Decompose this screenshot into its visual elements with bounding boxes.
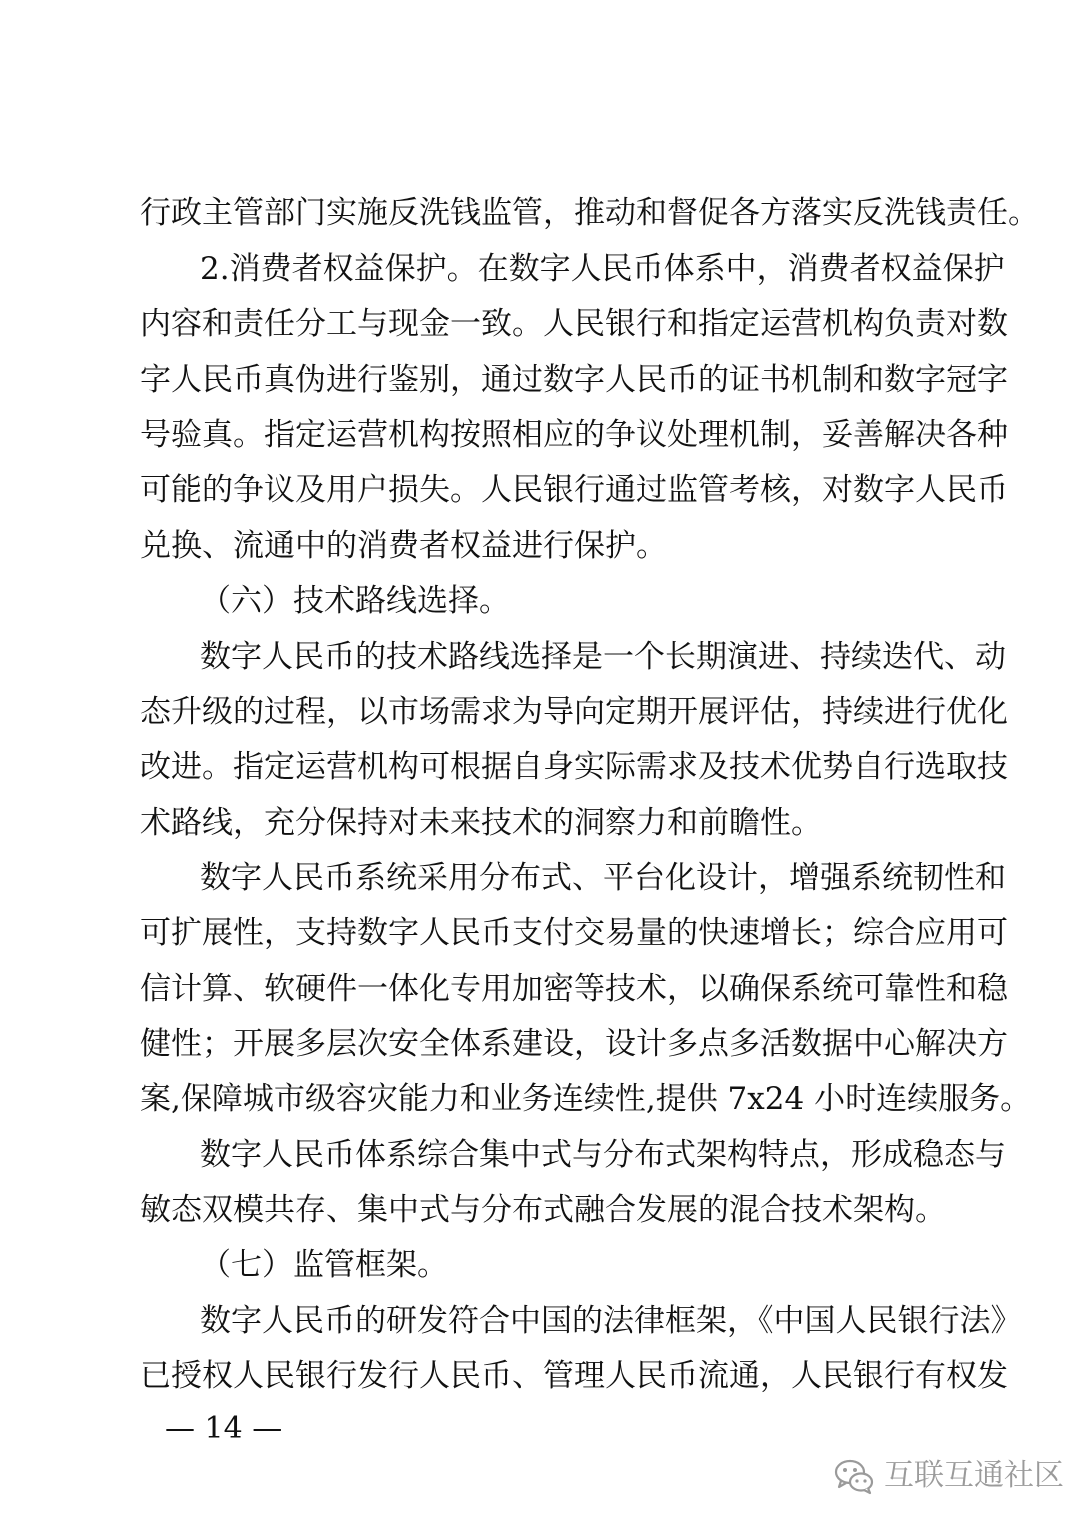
text-line: 数字人民币的研发符合中国的法律框架，《中国人民银行法》 (200, 1303, 1022, 1339)
text-line: 可扩展性，支持数字人民币支付交易量的快速增长；综合应用可 (140, 915, 1008, 951)
watermark (832, 1448, 1064, 1504)
text-line: 数字人民币的技术路线选择是一个长期演进、持续迭代、动 (200, 639, 1006, 675)
text-line: 字人民币真伪进行鉴别，通过数字人民币的证书机制和数字冠字 (140, 362, 1008, 398)
text-line: 2.消费者权益保护。在数字人民币体系中，消费者权益保护 (200, 251, 1005, 287)
text-line: 态升级的过程，以市场需求为导向定期开展评估，持续进行优化 (140, 694, 1008, 730)
text-line: 数字人民币系统采用分布式、平台化设计，增强系统韧性和 (200, 860, 1006, 896)
section-heading: （六）技术路线选择。 (200, 583, 510, 619)
watermark-text: 互联互通社区 (884, 1458, 1064, 1493)
page-number: — 14 — (165, 1411, 283, 1446)
section-heading: （七）监管框架。 (200, 1247, 448, 1283)
text-line: 行政主管部门实施反洗钱监管，推动和督促各方落实反洗钱责任。 (140, 195, 1039, 231)
text-line: 可能的争议及用户损失。人民银行通过监管考核，对数字人民币 (140, 472, 1008, 508)
text-line: 兑换、流通中的消费者权益进行保护。 (140, 528, 667, 564)
text-line: 已授权人民银行发行人民币、管理人民币流通，人民银行有权发 (140, 1358, 1008, 1394)
text-line: 案,保障城市级容灾能力和业务连续性,提供 7x24 小时连续服务。 (140, 1081, 1032, 1117)
text-line: 敏态双模共存、集中式与分布式融合发展的混合技术架构。 (140, 1192, 946, 1228)
text-line: 信计算、软硬件一体化专用加密等技术，以确保系统可靠性和稳 (140, 971, 1008, 1007)
text-line: 术路线，充分保持对未来技术的洞察力和前瞻性。 (140, 805, 822, 841)
text-line: 号验真。指定运营机构按照相应的争议处理机制，妥善解决各种 (140, 417, 1008, 453)
text-line: 健性；开展多层次安全体系建设，设计多点多活数据中心解决方 (140, 1026, 1008, 1062)
wechat-icon (832, 1454, 876, 1498)
text-line: 数字人民币体系综合集中式与分布式架构特点，形成稳态与 (200, 1137, 1006, 1173)
text-line: 内容和责任分工与现金一致。人民银行和指定运营机构负责对数 (140, 306, 1008, 342)
text-line: 改进。指定运营机构可根据自身实际需求及技术优势自行选取技 (140, 749, 1008, 785)
